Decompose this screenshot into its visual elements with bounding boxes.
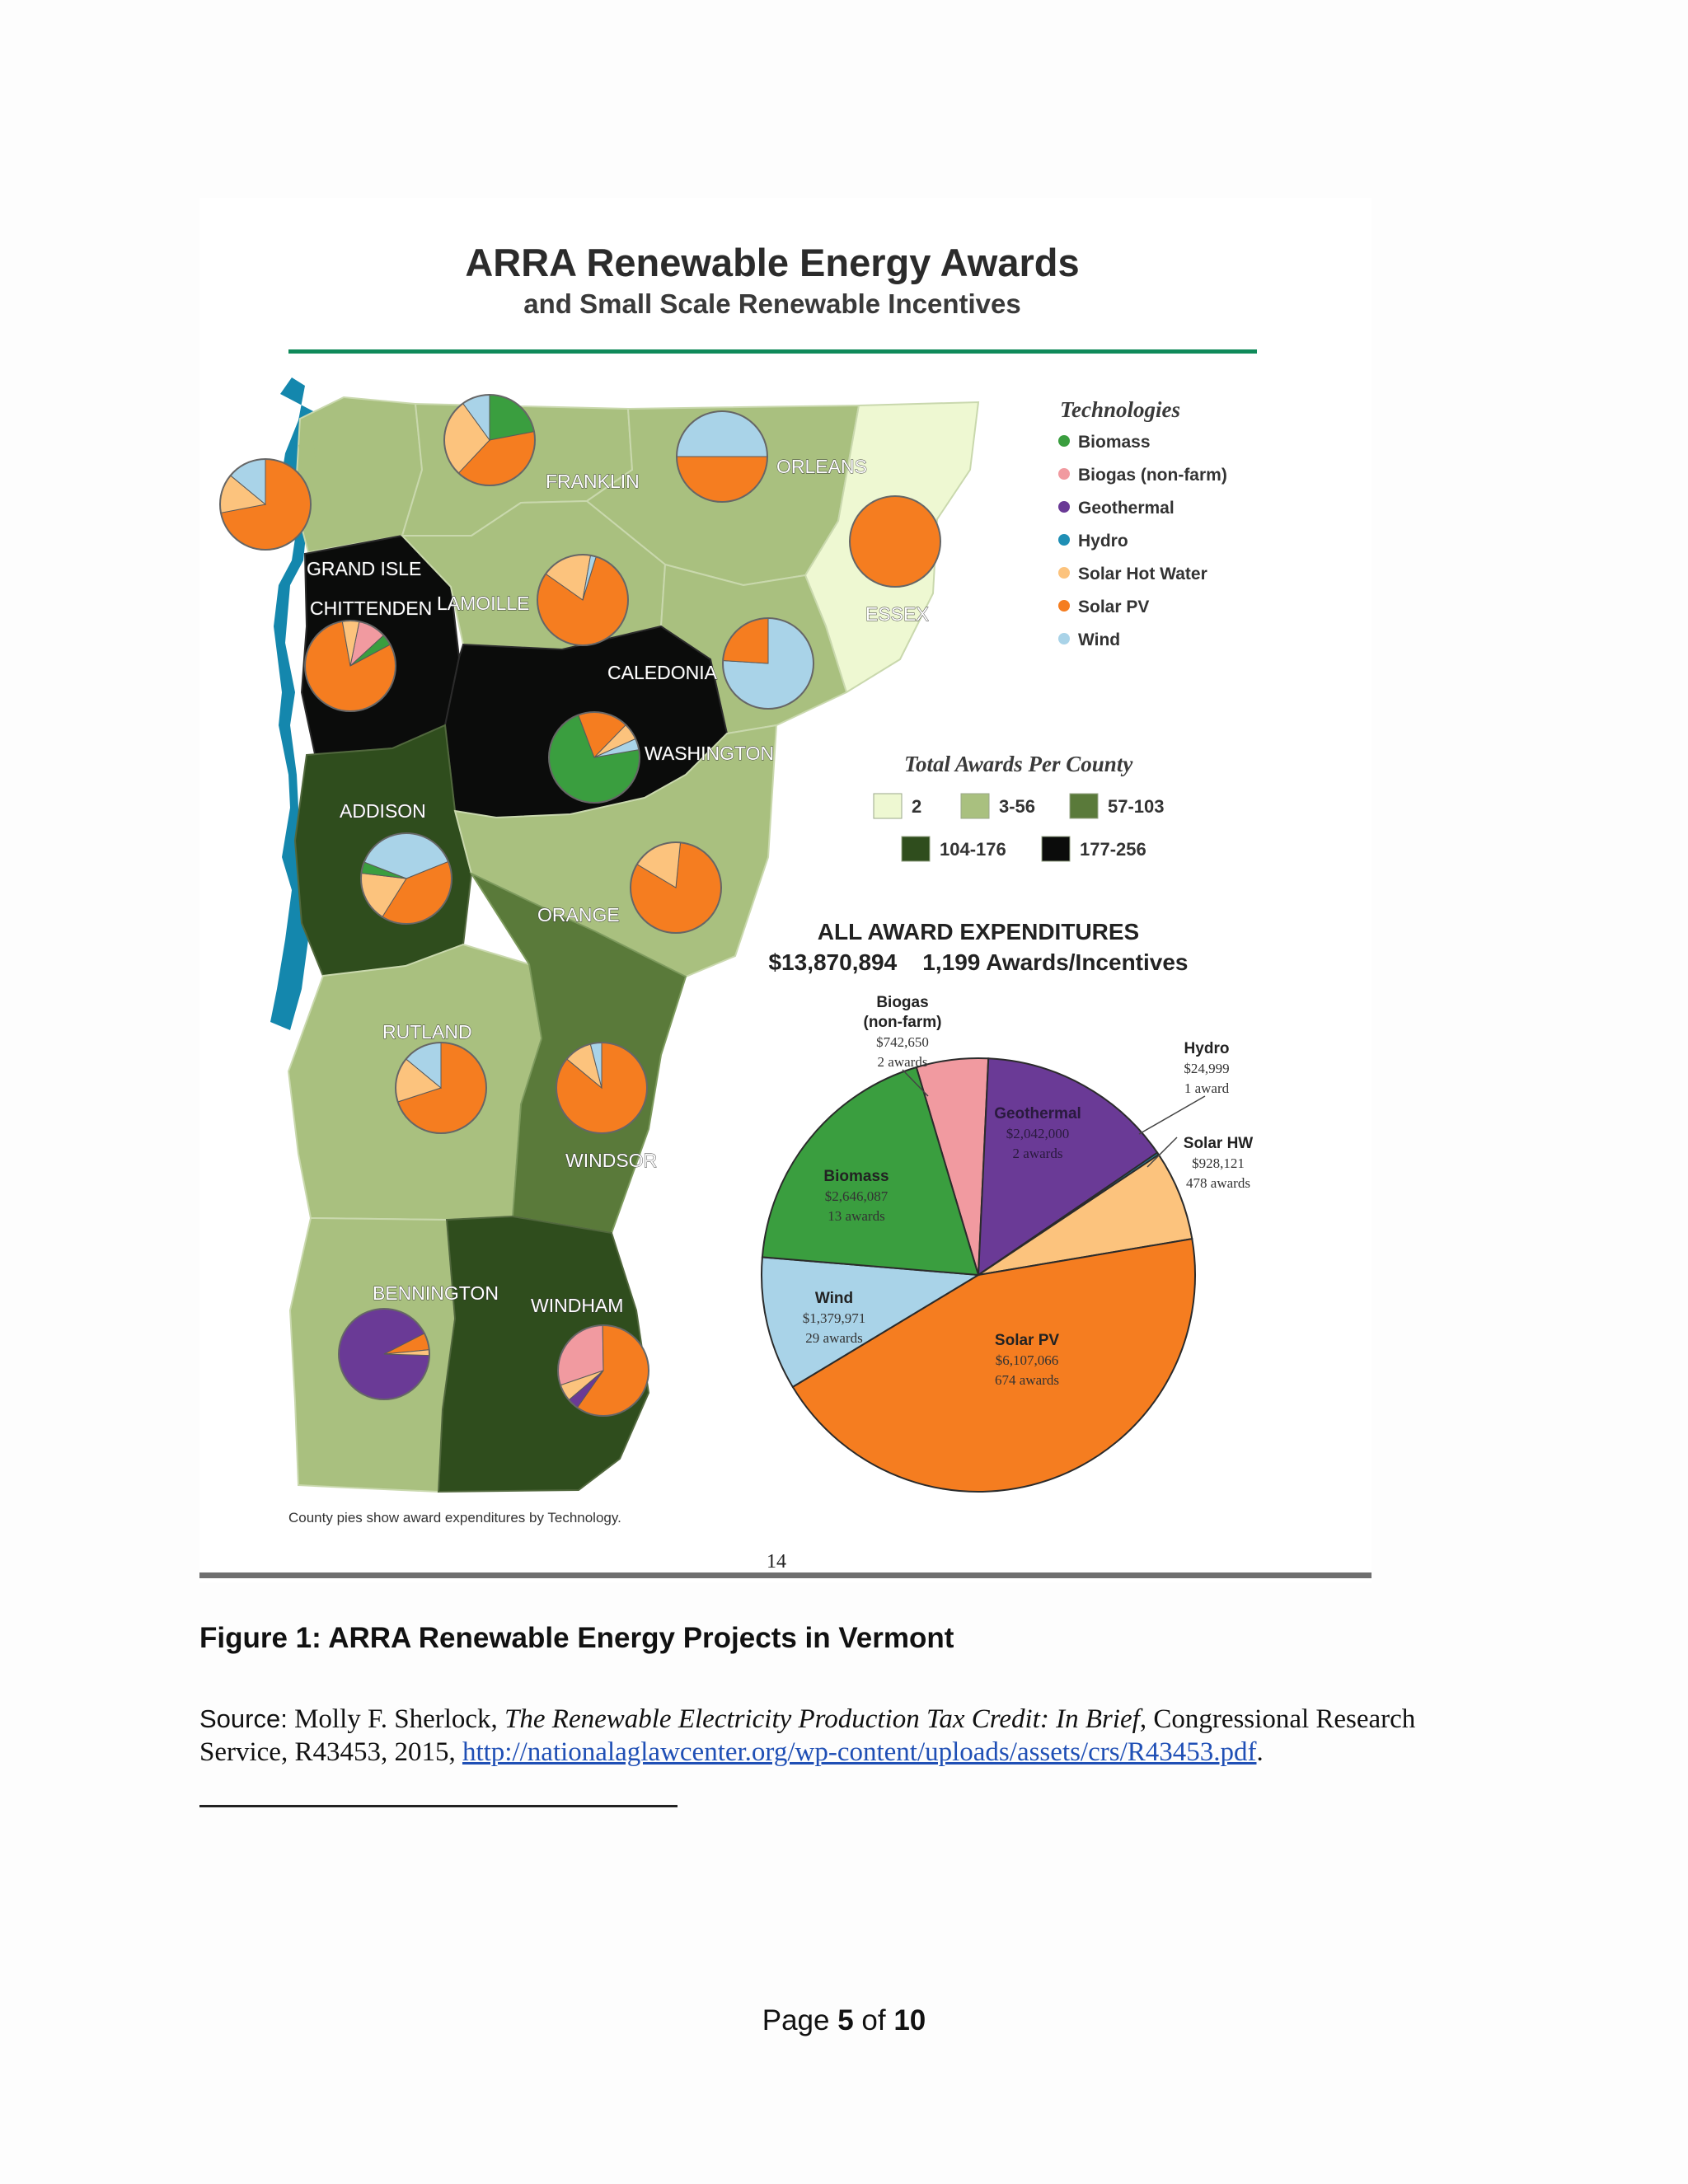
legend-label-solar_pv: Solar PV [1078,598,1150,616]
pie-label-hydro-name-0: Hydro [1184,1040,1230,1057]
awards-bin-label-1: 3-56 [999,796,1036,817]
county-label-orleans: ORLEANS [776,456,867,477]
pie-label-biogas-name-0: Biogas [876,994,929,1011]
county-label-caledonia: CALEDONIA [607,662,717,683]
source-lead: Source: [199,1704,288,1733]
pie-label-biomass-awards: 13 awards [828,1208,885,1224]
legend-label-solar_hw: Solar Hot Water [1078,565,1207,583]
county-pie-rutland [396,1043,486,1133]
footnote-rule [199,1805,678,1807]
legend-dot-geothermal [1058,501,1070,513]
figure-title: ARRA Renewable Energy Awards [465,241,1080,284]
pie-label-wind-name-0: Wind [814,1290,854,1307]
county-label-addison: ADDISON [340,800,426,822]
source-end: . [1256,1737,1264,1767]
pie-label-hydro-amount: $24,999 [1184,1061,1230,1076]
pie-label-geothermal-awards: 2 awards [1012,1146,1063,1161]
figure-page-number: 14 [767,1551,786,1572]
county-pie-lamoille [537,555,628,645]
pie-label-solar_hw-awards: 478 awards [1186,1175,1250,1191]
chart-title: ALL AWARD EXPENDITURES [817,919,1140,944]
page-footer [0,2004,1688,2037]
source-citation [199,1703,1485,1769]
figure-caption: Figure 1: ARRA Renewable Energy Projects in Vermont [199,1622,954,1654]
pie-label-geothermal-amount: $2,042,000 [1006,1126,1070,1141]
pie-label-geothermal-name-0: Geothermal [994,1105,1081,1122]
county-pie-washington [549,712,640,803]
pie-label-solar_pv-amount: $6,107,066 [995,1352,1059,1368]
legend-dot-biogas [1058,468,1070,480]
pie-label-biogas-name-1: (non-farm) [863,1014,942,1031]
awards-swatch-1 [961,794,989,818]
pie-label-biogas-awards: 2 awards [877,1054,928,1070]
awards-bin-label-0: 2 [912,796,922,817]
legend-dot-solar_hw [1058,567,1070,579]
map-note: County pies show award expenditures by Technology. [288,1510,621,1526]
county-pie-windsor [556,1043,647,1133]
county-label-grand-isle: GRAND ISLE [307,558,422,579]
legend-dot-solar_pv [1058,600,1070,612]
figure-subtitle: and Small Scale Renewable Incentives [523,288,1021,319]
county-pie-windham [558,1325,649,1416]
page-footer-middle: of [861,2004,886,2036]
county-pie-grand-isle [220,459,311,550]
county-pie-orleans [677,411,767,502]
county-label-windham: WINDHAM [531,1295,624,1316]
county-label-windsor: WINDSOR [565,1150,658,1171]
legend-label-hydro: Hydro [1078,532,1128,551]
legend-dot-biomass [1058,435,1070,447]
pie-label-solar_pv-name-0: Solar PV [994,1332,1060,1349]
pie-leader-hydro [1139,1096,1205,1134]
technologies-legend-title: Technologies [1060,397,1181,422]
county-label-chittenden: CHITTENDEN [310,598,433,619]
pie-label-biomass-name-0: Biomass [823,1168,889,1185]
legend-label-biogas: Biogas (non-farm) [1078,466,1227,485]
county-label-orange: ORANGE [537,904,620,926]
awards-bin-label-3: 104-176 [940,839,1006,860]
pie-label-solar_hw-amount: $928,121 [1192,1155,1245,1171]
awards-swatch-4 [1042,837,1070,861]
awards-swatch-0 [874,794,902,818]
pie-label-wind-awards: 29 awards [805,1330,863,1346]
county-pie-addison [361,833,452,924]
pie-label-biomass-amount: $2,646,087 [824,1188,889,1204]
legend-label-geothermal: Geothermal [1078,499,1175,518]
source-link[interactable]: http://nationalaglawcenter.org/wp-content/uploads/assets/crs/R43453.pdf [462,1737,1257,1767]
title-rule [288,349,1257,354]
pie-label-solar_hw-name-0: Solar HW [1183,1135,1254,1152]
source-author: Molly F. Sherlock, [294,1704,498,1734]
awards-bin-label-4: 177-256 [1080,839,1146,860]
county-pie-caledonia [723,618,814,709]
page-footer-prefix: Page [762,2004,830,2036]
legend-dot-wind [1058,633,1070,644]
county-pie-bennington [339,1309,429,1399]
county-label-lamoille: LAMOILLE [437,593,530,614]
county-label-essex: ESSEX [865,603,929,625]
page-footer-current: 5 [837,2004,854,2036]
county-grand-isle [295,397,422,552]
source-title: The Renewable Electricity Production Tax Credit: In Brief [504,1704,1140,1734]
county-label-franklin: FRANKLIN [546,471,640,492]
awards-bin-label-2: 57-103 [1108,796,1165,817]
county-pie-essex [850,496,940,587]
county-label-bennington: BENNINGTON [373,1282,499,1304]
county-pie-orange [631,842,721,933]
awards-legend-title: Total Awards Per County [904,752,1133,776]
awards-swatch-3 [902,837,930,861]
county-label-rutland: RUTLAND [382,1021,472,1043]
county-label-washington: WASHINGTON [645,743,775,764]
county-pie-chittenden [305,621,396,711]
pie-label-solar_pv-awards: 674 awards [995,1372,1059,1388]
technologies-legend [1058,397,1227,649]
legend-label-biomass: Biomass [1078,433,1151,452]
page-footer-total: 10 [893,2004,926,2036]
figure-image [199,198,1372,1582]
legend-dot-hydro [1058,534,1070,546]
pie-label-hydro-awards: 1 award [1184,1080,1230,1096]
awards-legend [874,752,1165,861]
source-rest: , Congressional Research Service, R43453, 2015, [199,1704,1416,1767]
pie-label-biogas-amount: $742,650 [876,1034,929,1050]
county-pie-franklin [444,395,535,485]
awards-swatch-2 [1070,794,1098,818]
chart-subtitle: $13,870,894 1,199 Awards/Incentives [768,949,1189,975]
figure-bottom-rule [199,1572,1372,1578]
legend-label-wind: Wind [1078,630,1121,649]
pie-label-wind-amount: $1,379,971 [802,1310,866,1326]
total-pie-chart [762,1058,1195,1492]
